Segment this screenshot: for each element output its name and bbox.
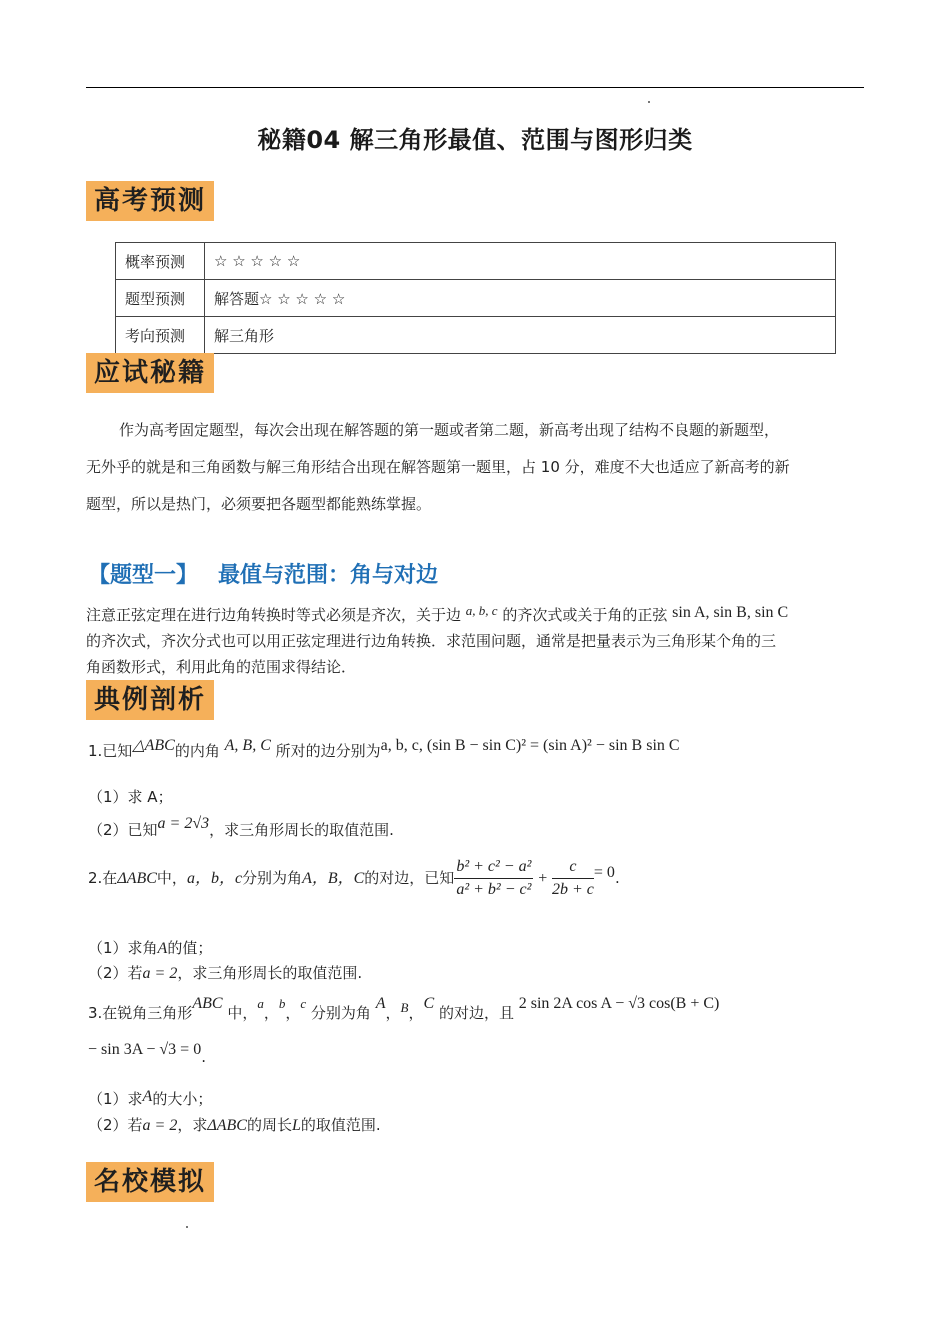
desc-line: 注意正弦定理在进行边角转换时等式必须是齐次，关于边 a, b, c 的齐次式或关于角的正弦 sin A, sin B, sin C <box>86 603 789 624</box>
math-equation: 2 sin 2A cos A − √3 cos(B + C) <box>518 995 720 1012</box>
table-cell-value: ☆ ☆ ☆ ☆ ☆ <box>205 243 836 280</box>
problem-2-q1: （1）求角A的值； <box>88 939 213 957</box>
problem-2-q2: （2）若a = 2，求三角形周长的取值范围. <box>88 964 363 982</box>
page-title: 秘籍04 解三角形最值、范围与图形归类 <box>257 126 693 154</box>
math-equation: a, b, c, (sin B − sin C)² = (sin A)² − sin B sin C <box>380 737 680 754</box>
table-cell-label: 题型预测 <box>116 280 205 317</box>
problem-3-q2: （2）若a = 2，求ΔABC的周长L的取值范围. <box>88 1116 381 1134</box>
math-sides: a，b，c <box>186 870 243 887</box>
math-fraction-1: $\frac{\text{b² + c² − a²}}{\text{a² + b² − c²}}$ <box>456 858 532 898</box>
problem-3-stem: 3.在锐角三角形ABC 中，a，b，c 分别为角 A，B，C 的对边，且 2 sin 2A cos A − √3 cos(B + C) <box>88 995 720 1022</box>
scan-dot <box>186 1226 188 1228</box>
section-banner-tips: 应试秘籍 <box>86 353 214 393</box>
desc-line: 的齐次式，齐次分式也可以用正弦定理进行边角转换．求范围问题，通常是把量表示为三角形某个角的三 <box>86 632 777 650</box>
table-row <box>116 317 836 354</box>
intro-paragraph <box>86 412 864 523</box>
math-equation: − sin 3A − √3 = 0 <box>88 1041 202 1058</box>
math-triangle: ABC <box>192 995 223 1012</box>
problem-3-q1: （1）求A的大小； <box>88 1088 213 1108</box>
problem-1-q2: （2）已知a = 2√3，求三角形周长的取值范围. <box>88 815 394 839</box>
forecast-table <box>115 242 836 354</box>
desc-line: 角函数形式，利用此角的范围求得结论． <box>86 658 357 676</box>
section-banner-examples: 典例剖析 <box>86 680 214 720</box>
math-triangle: ΔABC <box>117 870 157 887</box>
problem-3-stem-cont: − sin 3A − √3 = 0. <box>88 1041 206 1066</box>
scan-dot <box>648 101 650 103</box>
header-rule <box>86 87 864 88</box>
math-fraction-2: $\frac{c}{2b + c}$ <box>552 858 594 898</box>
intro-line: 题型，所以是热门，必须要把各题型都能熟练掌握。 <box>86 495 432 513</box>
intro-line: 无外乎的就是和三角函数与解三角形结合出现在解答题第一题里，占 10 分，难度不大也适应了新高考的新 <box>86 458 790 476</box>
problem-2-stem: 2.在ΔABC中，a，b，c分别为角A，B，C的对边，已知 $\frac{\text{b² + c² − a²}}{\text{a² + b² − c²}}$ + $\frac{c}{2b + c}$ = 0. <box>88 858 620 898</box>
problem-1-q1: （1）求 A； <box>88 788 173 806</box>
math-sines: sin A, sin B, sin C <box>672 604 789 621</box>
table-cell-label: 考向预测 <box>116 317 205 354</box>
math-value: a = 2√3 <box>157 815 210 832</box>
table-cell-value: 解答题☆ ☆ ☆ ☆ ☆ <box>205 280 836 317</box>
type-description <box>86 598 864 680</box>
type-bracket: 【题型一】 <box>88 563 199 588</box>
problem-1-stem: 1.已知△ABC的内角 A, B, C 所对的边分别为a, b, c, (sin B − sin C)² = (sin A)² − sin B sin C <box>88 737 680 760</box>
intro-line: 作为高考固定题型，每次会出现在解答题的第一题或者第二题，新高考出现了结构不良题的新题型， <box>119 421 780 439</box>
math-sides: a, b, c <box>465 603 498 618</box>
type-heading <box>88 558 438 589</box>
math-angles: A, B, C <box>224 737 271 754</box>
table-cell-label: 概率预测 <box>116 243 205 280</box>
section-banner-schools: 名校模拟 <box>86 1162 214 1202</box>
section-banner-forecast: 高考预测 <box>86 181 214 221</box>
type-name: 最值与范围：角与对边 <box>218 563 439 588</box>
table-cell-value: 解三角形 <box>205 317 836 354</box>
math-angles: A，B，C <box>302 870 365 887</box>
table-row <box>116 243 836 280</box>
table-row <box>116 280 836 317</box>
math-triangle: △ABC <box>132 737 175 754</box>
